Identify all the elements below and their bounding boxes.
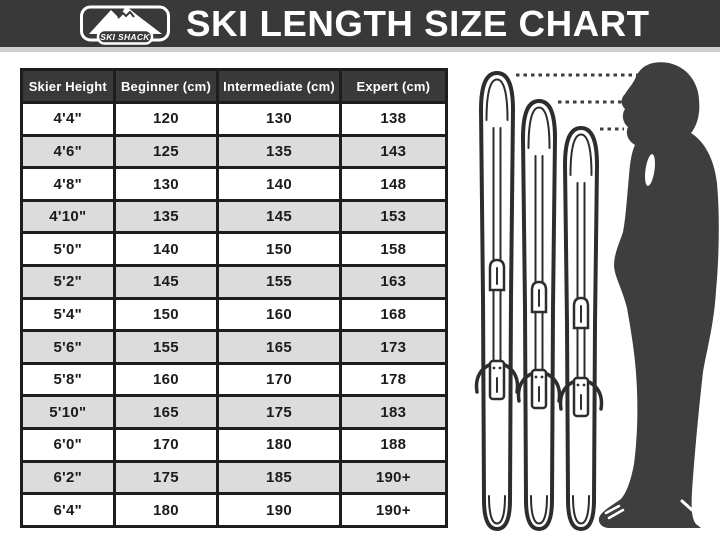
cell-intermediate: 185 <box>218 461 340 494</box>
cell-beginner: 175 <box>114 461 218 494</box>
cell-skier-height: 5'6" <box>22 331 115 364</box>
table-row <box>22 200 447 233</box>
cell-expert: 190+ <box>340 461 446 494</box>
cell-skier-height: 5'10" <box>22 396 115 429</box>
cell-beginner: 170 <box>114 429 218 462</box>
column-header-intermediate: Intermediate (cm) <box>218 70 340 103</box>
table-row <box>22 461 447 494</box>
cell-skier-height: 4'6" <box>22 135 115 168</box>
table-header-row <box>22 70 447 103</box>
cell-beginner: 120 <box>114 103 218 136</box>
cell-beginner: 130 <box>114 168 218 201</box>
table-row <box>22 396 447 429</box>
cell-expert: 163 <box>340 266 446 299</box>
cell-expert: 183 <box>340 396 446 429</box>
page-title: SKI LENGTH SIZE CHART <box>186 2 650 44</box>
cell-expert: 153 <box>340 200 446 233</box>
cell-intermediate: 140 <box>218 168 340 201</box>
table-row <box>22 298 447 331</box>
table-row <box>22 494 447 527</box>
cell-beginner: 135 <box>114 200 218 233</box>
cell-skier-height: 4'10" <box>22 200 115 233</box>
cell-skier-height: 6'2" <box>22 461 115 494</box>
cell-beginner: 180 <box>114 494 218 527</box>
cell-expert: 138 <box>340 103 446 136</box>
cell-intermediate: 145 <box>218 200 340 233</box>
ski-height-illustration <box>450 58 720 536</box>
person-silhouette-icon <box>599 62 719 528</box>
cell-beginner: 155 <box>114 331 218 364</box>
cell-beginner: 140 <box>114 233 218 266</box>
cell-expert: 158 <box>340 233 446 266</box>
cell-skier-height: 5'8" <box>22 363 115 396</box>
cell-expert: 148 <box>340 168 446 201</box>
cell-intermediate: 130 <box>218 103 340 136</box>
column-header-beginner: Beginner (cm) <box>114 70 218 103</box>
table-row <box>22 135 447 168</box>
ski-shack-logo <box>79 3 171 47</box>
header-bar <box>0 0 720 52</box>
cell-skier-height: 5'0" <box>22 233 115 266</box>
table-row <box>22 429 447 462</box>
table-row <box>22 168 447 201</box>
column-header-skier-height: Skier Height <box>22 70 115 103</box>
cell-intermediate: 160 <box>218 298 340 331</box>
cell-intermediate: 165 <box>218 331 340 364</box>
cell-skier-height: 4'8" <box>22 168 115 201</box>
logo-text: SKI SHACK <box>100 31 150 42</box>
cell-expert: 143 <box>340 135 446 168</box>
table-row <box>22 233 447 266</box>
table-row <box>22 331 447 364</box>
cell-expert: 188 <box>340 429 446 462</box>
cell-expert: 168 <box>340 298 446 331</box>
cell-expert: 173 <box>340 331 446 364</box>
cell-intermediate: 190 <box>218 494 340 527</box>
cell-beginner: 145 <box>114 266 218 299</box>
ski-tall-icon <box>477 73 518 529</box>
cell-expert: 190+ <box>340 494 446 527</box>
column-header-expert: Expert (cm) <box>340 70 446 103</box>
ski-medium-icon <box>519 101 560 529</box>
ski-size-table <box>20 68 448 528</box>
cell-intermediate: 155 <box>218 266 340 299</box>
cell-expert: 178 <box>340 363 446 396</box>
cell-intermediate: 150 <box>218 233 340 266</box>
table-row <box>22 266 447 299</box>
cell-beginner: 165 <box>114 396 218 429</box>
cell-skier-height: 4'4" <box>22 103 115 136</box>
cell-skier-height: 6'0" <box>22 429 115 462</box>
cell-beginner: 150 <box>114 298 218 331</box>
cell-beginner: 125 <box>114 135 218 168</box>
cell-skier-height: 6'4" <box>22 494 115 527</box>
table-row <box>22 363 447 396</box>
cell-skier-height: 5'2" <box>22 266 115 299</box>
cell-beginner: 160 <box>114 363 218 396</box>
cell-intermediate: 170 <box>218 363 340 396</box>
ski-short-icon <box>561 128 602 529</box>
cell-intermediate: 175 <box>218 396 340 429</box>
cell-intermediate: 180 <box>218 429 340 462</box>
table-row <box>22 103 447 136</box>
cell-skier-height: 5'4" <box>22 298 115 331</box>
cell-intermediate: 135 <box>218 135 340 168</box>
